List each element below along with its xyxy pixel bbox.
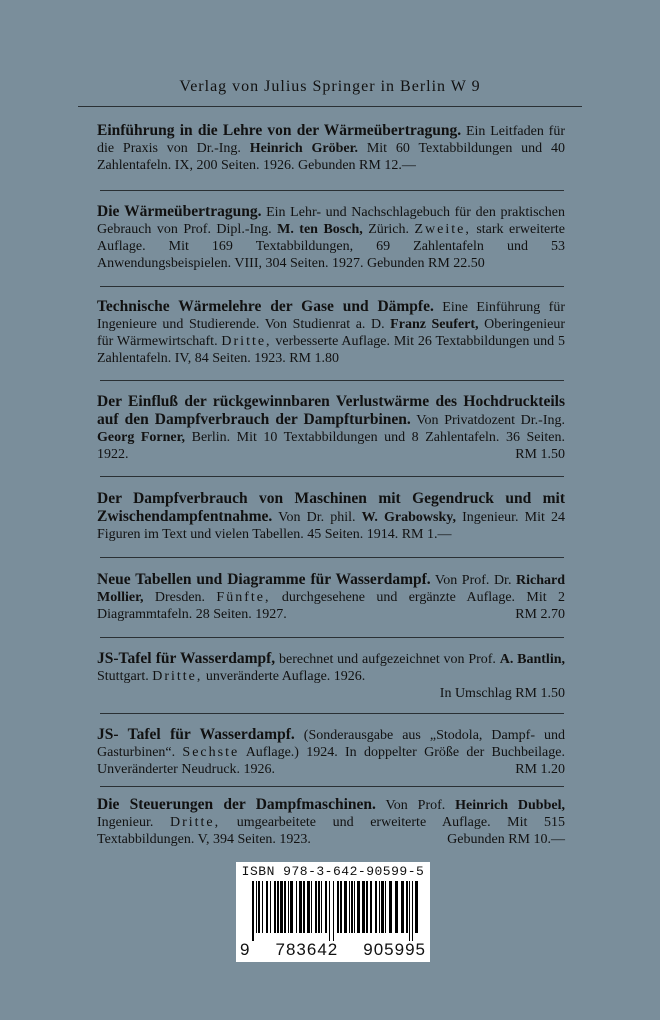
barcode-bar [357, 881, 360, 933]
barcode-bar [337, 881, 339, 933]
entry-text: berechnet und aufgezeichnet von Prof. [275, 652, 500, 667]
catalog-entry [97, 490, 565, 543]
barcode-bar [256, 881, 257, 933]
entry-author: Georg Forner, [97, 430, 186, 445]
publisher-header: Verlag von Julius Springer in Berlin W 9 [179, 78, 481, 95]
entry-author: Heinrich Gröber. [249, 141, 358, 156]
barcode-bar [280, 881, 283, 933]
barcode-bar [375, 881, 377, 933]
barcode-bar [252, 881, 254, 941]
entry-title: JS- Tafel für Wasserdampf. [97, 726, 295, 743]
barcode-bar [381, 881, 384, 933]
barcode-bar [385, 881, 386, 933]
barcode-bar [354, 881, 355, 933]
entry-price: RM 2.70 [515, 607, 565, 622]
catalog-entry [97, 796, 565, 848]
barcode-bar [303, 881, 305, 933]
entry-edition: Dritte, [152, 669, 203, 684]
barcode-bar [329, 881, 330, 941]
entry-price: Gebunden RM 10.— [447, 832, 565, 847]
entry-text: Ingenieur. [97, 815, 170, 830]
entry-rule [100, 713, 564, 714]
catalog-entry [97, 726, 565, 778]
entry-text: unveränderte Auflage. 1926. [202, 669, 366, 684]
barcode-bar [362, 881, 365, 933]
catalog-entry [97, 650, 565, 702]
entry-text: (Sonderausgabe aus „Stodola, Dampf- und Gasturbinen“. [97, 728, 566, 760]
entry-text: Von Privatdozent Dr.-Ing. [410, 413, 565, 428]
entry-text: Berlin. Mit 10 Textabbildungen und 8 Zahlentafeln. 36 Seiten. 1922. [97, 430, 565, 462]
entry-text: Oberingenieur für Wärmewirtschaft. [97, 317, 565, 349]
entry-text: Von Dr. phil. [272, 510, 362, 525]
catalog-entry [97, 122, 565, 174]
entry-author: M. ten Bosch, [277, 222, 363, 237]
barcode-bar [349, 881, 350, 933]
entry-rule [100, 380, 564, 381]
entry-edition: Sechste [182, 745, 240, 760]
barcode-bar [290, 881, 293, 933]
entry-title: Der Einfluß der rückgewinnbaren Verlustwärme des Hochdruckteils auf den Dampfverbrauch der Dampfturbinen. [97, 393, 565, 428]
entry-title: Neue Tabellen und Diagramme für Wasserdampf. [97, 571, 431, 588]
barcode-digit-group: 905995 [363, 940, 426, 959]
isbn-label: ISBN 978-3-642-90599-5 [241, 864, 425, 879]
entry-author: Richard Mollier, [97, 573, 565, 605]
entry-author: A. Bantlin, [499, 652, 565, 667]
entry-text: Mit 60 Textabbildungen und 40 Zahlentafeln. IX, 200 Seiten. 1926. Gebunden RM 12.— [97, 141, 565, 173]
barcode-icon [240, 879, 426, 941]
entry-text: Zürich. [362, 222, 415, 237]
entry-edition: Dritte, [169, 815, 221, 830]
entry-edition: Dritte, [221, 334, 272, 349]
entry-text: Von Prof. Dr. [430, 573, 516, 588]
barcode-bar [299, 881, 302, 933]
entry-text: durchgesehene und ergänzte Auflage. Mit 2 Diagrammtafeln. 28 Seiten. 1927. [97, 590, 565, 622]
barcode-bar [395, 881, 398, 933]
entry-text: stark erweiterte Auflage. Mit 169 Textabbildungen, 69 Zahlentafeln und 53 Anwendungsbeispielen. VIII, 304 Seiten. 1927. Gebunden RM 22.50 [97, 222, 565, 271]
barcode-bar [296, 881, 297, 933]
entry-rule [100, 637, 564, 638]
entry-author: Franz Seufert, [390, 317, 479, 332]
entry-title: Der Dampfverbrauch von Maschinen mit Gegendruck und mit Zwischendampfentnahme. [97, 490, 565, 525]
catalog-entry [97, 203, 565, 272]
entry-text: Stuttgart. [97, 669, 153, 684]
entry-text: Auflage.) 1924. In doppelter Größe der Buchbeilage. Unveränderter Neudruck. 1926. [97, 745, 565, 777]
barcode-bar [311, 881, 312, 933]
barcode-bar [307, 881, 310, 933]
barcode-bar [270, 881, 271, 933]
entry-title: Technische Wärmelehre der Gase und Dämpfe. [97, 298, 434, 315]
entry-price: RM 1.50 [515, 447, 565, 462]
barcode-bar [262, 881, 263, 933]
entry-text: verbesserte Auflage. Mit 26 Textabbildungen und 5 Zahlentafeln. IV, 84 Seiten. 1923. RM 1.80 [97, 334, 565, 366]
entry-rule [100, 286, 564, 287]
entry-title: Einführung in die Lehre von der Wärmeübertragung. [97, 122, 462, 139]
barcode-bar [366, 881, 368, 933]
catalog-entry [97, 298, 565, 367]
barcode-bar [415, 881, 418, 933]
isbn-barcode-box [236, 862, 430, 962]
barcode-bar [379, 881, 380, 933]
barcode-bar [344, 881, 347, 933]
entry-rule [100, 557, 564, 558]
entry-text: umgearbeitete und erweiterte Auflage. Mit 515 Textabbildungen. V, 394 Seiten. 1923. [97, 815, 565, 847]
entry-title: Die Steuerungen der Dampfmaschinen. [97, 796, 376, 813]
entry-author: Heinrich Dubbel, [455, 798, 565, 813]
barcode-bar [315, 881, 317, 933]
entry-rule [100, 786, 564, 787]
barcode-bar [274, 881, 276, 933]
entry-rule [100, 476, 564, 477]
entry-text: Ein Leitfaden für die Praxis von Dr.-Ing. [97, 124, 566, 156]
entry-edition: Zweite, [414, 222, 471, 237]
catalog-entry [97, 571, 565, 623]
barcode-bar [412, 881, 413, 941]
entry-text: Ein Lehr- und Nachschlagebuch für den praktischen Gebrauch von Prof. Dipl.-Ing. [97, 205, 565, 237]
barcode-bar [318, 881, 320, 933]
barcode-bar [370, 881, 372, 933]
catalog-entry [97, 393, 565, 463]
barcode-digit-group: 783642 [275, 940, 339, 959]
entry-edition: Fünfte, [216, 590, 271, 605]
entry-text: Eine Einführung für Ingenieure und Studierende. Von Studienrat a. D. [97, 300, 565, 332]
entry-author: W. Grabowsky, [361, 510, 456, 525]
header-rule [78, 106, 582, 107]
barcode-digits [240, 941, 426, 959]
barcode-bar [258, 881, 260, 933]
entry-price: RM 1.20 [515, 762, 565, 777]
entry-text: Von Prof. [375, 798, 456, 813]
barcode-bar [325, 881, 327, 933]
barcode-bar [277, 881, 279, 933]
entry-price: In Umschlag RM 1.50 [439, 686, 565, 701]
barcode-bar [351, 881, 353, 933]
barcode-bar [401, 881, 404, 933]
barcode-bar [409, 881, 410, 941]
barcode-bar [389, 881, 392, 933]
entry-text: Dresden. [143, 590, 217, 605]
barcode-bar [406, 881, 408, 933]
entry-text: Ingenieur. Mit 24 Figuren im Text und vielen Tabellen. 45 Seiten. 1914. RM 1.— [97, 510, 565, 542]
barcode-bar [340, 881, 342, 933]
barcode-bar [284, 881, 286, 933]
entry-rule [100, 190, 564, 191]
barcode-bar [333, 881, 334, 941]
barcode-bar [321, 881, 322, 933]
barcode-digit-group: 9 [240, 940, 251, 959]
entry-title: JS-Tafel für Wasserdampf, [97, 650, 276, 667]
barcode-bar [288, 881, 289, 933]
barcode-bar [266, 881, 268, 933]
entry-title: Die Wärmeübertragung. [97, 203, 262, 220]
